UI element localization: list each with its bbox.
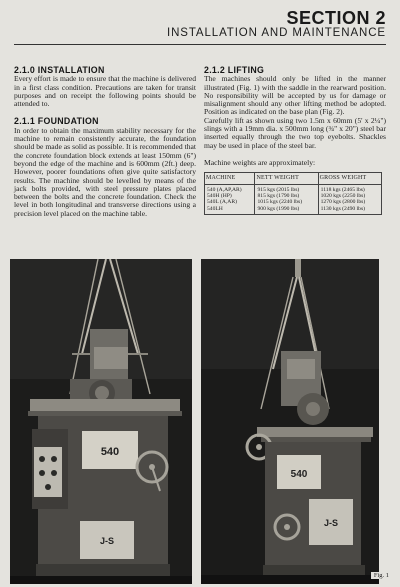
gross-cell bbox=[318, 184, 381, 215]
machine-name: 540 (A,AP,AR) bbox=[207, 186, 242, 193]
foundation-text: In order to obtain the maximum stability necessary for the machine to remain consistently accurate, the foundation should be made as solid as possible. It is recommended that the concrete foundation block extends at least 150mm (6") beyond the edge of the machine and is 600mm (2ft.) deep. However, poorer foundations often give quite satisfactory results. The machine should be levelled by means of the jack bolts provided, with steel pressure plates placed between the bolts and the concrete foundation. Check the level in both longitudinal and transverse directions using a precision level placed on the machine table. bbox=[14, 125, 196, 218]
photo-machine-front bbox=[10, 259, 192, 584]
figure-caption: Fig. 1 bbox=[371, 572, 392, 579]
right-column bbox=[204, 66, 386, 215]
machine-model-plate: 540 bbox=[290, 469, 308, 480]
nett-weight: 1015 kgs (2240 lbs) bbox=[257, 199, 303, 206]
machine-name: 540H (HP) bbox=[207, 193, 232, 200]
gross-weight: 1130 kgs (2490 lbs) bbox=[320, 205, 365, 212]
manufacturer-logo: J-S bbox=[323, 518, 339, 528]
lifting-heading: 2.1.2 LIFTING bbox=[204, 65, 265, 75]
weights-intro: Machine weights are approximately: bbox=[204, 157, 316, 167]
lifting-text-2: Carefully lift as shown using two 1.5m x 60mm (5' x 2¼") slings with a 19mm dia. x 500mm long (¾" x 20") steel bar inserted equally through the two top eyebolts. Shackles may be used in place of the steel bar. bbox=[204, 115, 386, 150]
lifting-text-1: The machines should only be lifted in the manner illustrated (Fig. 1) with the saddle in the rearward position. No responsibility will be accepted by us for damage or misalignment should any other lifting method be adopted. Position as indicated on the base plan (Fig. 2). bbox=[204, 74, 386, 117]
nett-weight: 915 kgs (2015 lbs) bbox=[257, 186, 300, 193]
gross-weight: 1270 kgs (2800 lbs) bbox=[320, 199, 366, 206]
installation-heading: 2.1.0 INSTALLATION bbox=[14, 65, 105, 75]
machine-model-plate: 540 bbox=[100, 446, 120, 458]
table-header-row bbox=[205, 173, 382, 184]
gross-weight: 1020 kgs (2250 lbs) bbox=[320, 193, 366, 200]
column-header-gross: GROSS WEIGHT bbox=[318, 173, 381, 184]
header-rule bbox=[14, 44, 386, 45]
machine-cell bbox=[205, 184, 255, 215]
section-title: INSTALLATION AND MAINTENANCE bbox=[166, 27, 386, 39]
installation-text: Every effort is made to ensure that the machine is delivered in a first class condition. Precautions are taken for transit purposes and on receipt the following points should be attended to. bbox=[14, 74, 196, 109]
table-row bbox=[205, 184, 382, 215]
gross-weight: 1118 kgs (2465 lbs) bbox=[320, 186, 365, 193]
nett-cell bbox=[255, 184, 318, 215]
manufacturer-logo: J-S bbox=[99, 536, 115, 546]
machine-front-illustration bbox=[10, 259, 192, 584]
column-header-machine: MACHINE bbox=[205, 173, 255, 184]
machine-name: 540L (A,AR) bbox=[207, 199, 237, 206]
machine-side-illustration bbox=[201, 259, 379, 584]
section-number: SECTION 2 bbox=[286, 8, 386, 28]
nett-weight: 815 kgs (1790 lbs) bbox=[257, 193, 300, 200]
nett-weight: 900 kgs (1990 lbs) bbox=[257, 205, 300, 212]
machine-name: 540LH bbox=[207, 205, 223, 212]
photo-machine-side bbox=[201, 259, 379, 584]
machine-weights-table bbox=[204, 172, 382, 215]
foundation-heading: 2.1.1 FOUNDATION bbox=[14, 116, 99, 127]
left-column bbox=[14, 66, 196, 227]
column-header-nett: NETT WEIGHT bbox=[255, 173, 318, 184]
